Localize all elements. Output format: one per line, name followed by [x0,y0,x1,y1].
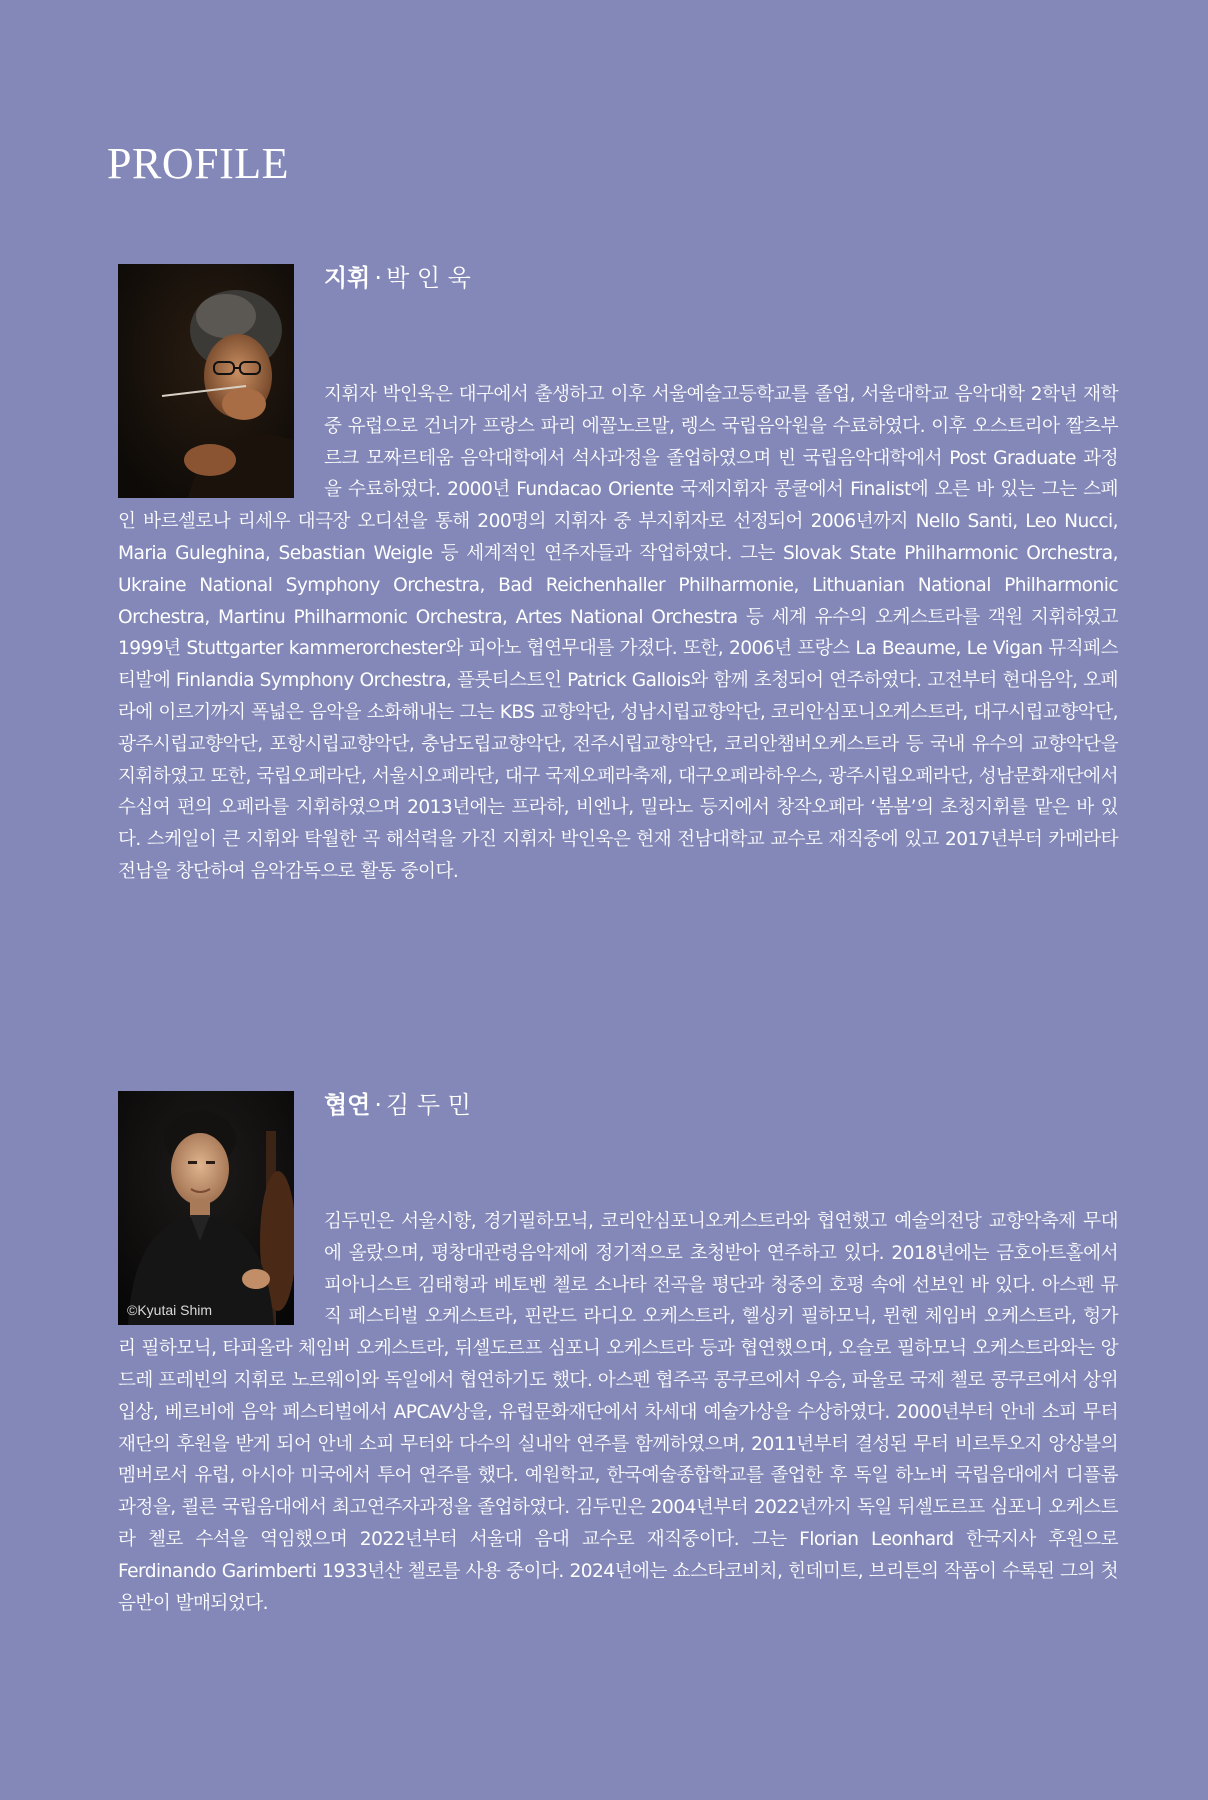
person-name: 박 인 욱 [386,264,471,292]
conductor-photo [118,264,294,498]
profile-soloist [118,1091,1118,1619]
soloist-portrait-image [118,1091,294,1325]
name-separator: · [374,264,383,292]
page-title: PROFILE [107,139,289,188]
photo-credit: ©Kyutai Shim [127,1302,213,1318]
person-name: 김 두 민 [386,1091,471,1119]
role-label: 지휘 [324,264,371,292]
soloist-bio: 김두민은 서울시향, 경기필하모닉, 코리안심포니오케스트라와 협연했고 예술의전당 교향악축제 무대에 올랐으며, 평창대관령음악제에 정기적으로 초청받아 연주하고 있다. 2018년에는 금호아트홀에서 피아니스트 김태형과 베토벤 첼로 소나타 전곡을 평단과 청중의 호평 속에 선보인 바 있다. 아스펜 뮤직 페스티벌 오케스트라, 핀란드 라디오 오케스트라, 헬싱키 필하모닉, 뮌헨 체임버 오케스트라, 헝가리 필하모닉, 타피올라 체임버 오케스트라, 뒤셀도르프 심포니 오케스트라 등과 협연했으며, 오슬로 필하모닉 오케스트라와는 앙드레 프레빈의 지휘로 노르웨이와 독일에서 협연하기도 했다. 아스펜 협주곡 콩쿠르에서 우승, 파울로 국제 첼로 콩쿠르에서 상위 입상, 베르비에 음악 페스티벌에서 APCAV상을, 유럽문화재단에서 차세대 예술가상을 수상하였다. 2000년부터 안네 소피 무터 재단의 후원을 받게 되어 안네 소피 무터와 다수의 실내악 연주를 함께하였으며, 2011년부터 결성된 무터 비르투오지 앙상블의 멤버로서 유럽, 아시아 미국에서 투어 연주를 했다. 예원학교, 한국예술종합학교를 졸업한 후 독일 하노버 국립음대에서 디플롬 과정을, 쾰른 국립음대에서 최고연주자과정을 졸업하였다. 김두민은 2004년부터 2022년까지 독일 뒤셀도르프 심포니 오케스트라 첼로 수석을 역임했으며 2022년부터 서울대 음대 교수로 재직중이다. 그는 Florian Leonhard 한국지사 후원으로 Ferdinando Garimberti 1933년산 첼로를 사용 중이다. 2024년에는 쇼스타코비치, 힌데미트, 브리튼의 작품이 수록된 그의 첫 음반이 발매되었다. [118,1211,1118,1614]
name-separator: · [374,1091,383,1119]
profile-conductor [118,264,1118,888]
soloist-photo [118,1091,294,1325]
role-label: 협연 [324,1091,371,1119]
conductor-bio: 지휘자 박인욱은 대구에서 출생하고 이후 서울예술고등학교를 졸업, 서울대학교 음악대학 2학년 재학 중 유럽으로 건너가 프랑스 파리 에꼴노르말, 렝스 국립음악원을 수료하였다. 이후 오스트리아 짤츠부르크 모짜르테움 음악대학에서 석사과정을 졸업하였으며 빈 국립음악대학에서 Post Graduate 과정을 수료하였다. 2000년 Fundacao Oriente 국제지휘자 콩쿨에서 Finalist에 오른 바 있는 그는 스페인 바르셀로나 리세우 대극장 오디션을 통해 200명의 지휘자 중 부지휘자로 선정되어 2006년까지 Nello Santi, Leo Nucci, Maria Guleghina, Sebastian Weigle 등 세계적인 연주자들과 작업하였다. 그는 Slovak State Philharmonic Orchestra, Ukraine National Symphony Orchestra, Bad Reichenhaller Philharmonie, Lithuanian National Philharmonic Orchestra, Martinu Philharmonic Orchestra, Artes National Orchestra 등 세계 유수의 오케스트라를 객원 지휘하였고 1999년 Stuttgarter kammerorchester와 피아노 협연무대를 가졌다. 또한, 2006년 프랑스 La Beaume, Le Vigan 뮤직페스티발에 Finlandia Symphony Orchestra, 플룻티스트인 Patrick Gallois와 함께 초청되어 연주하였다. 고전부터 현대음악, 오페라에 이르기까지 폭넓은 음악을 소화해내는 그는 KBS 교향악단, 성남시립교향악단, 코리안심포니오케스트라, 대구시립교향악단, 광주시립교향악단, 포항시립교향악단, 충남도립교향악단, 전주시립교향악단, 코리안챔버오케스트라 등 국내 유수의 교향악단을 지휘하였고 또한, 국립오페라단, 서울시오페라단, 대구 국제오페라축제, 대구오페라하우스, 광주시립오페라단, 성남문화재단에서 수십여 편의 오페라를 지휘하였으며 2013년에는 프라하, 비엔나, 밀라노 등지에서 창작오페라 ‘봄봄’의 초청지휘를 맡은 바 있다. 스케일이 큰 지휘와 탁월한 곡 해석력을 가진 지휘자 박인욱은 현재 전남대학교 교수로 재직중에 있고 2017년부터 카메라타 전남을 창단하여 음악감독으로 활동 중이다. [118,384,1118,882]
conductor-portrait-image [118,264,294,498]
